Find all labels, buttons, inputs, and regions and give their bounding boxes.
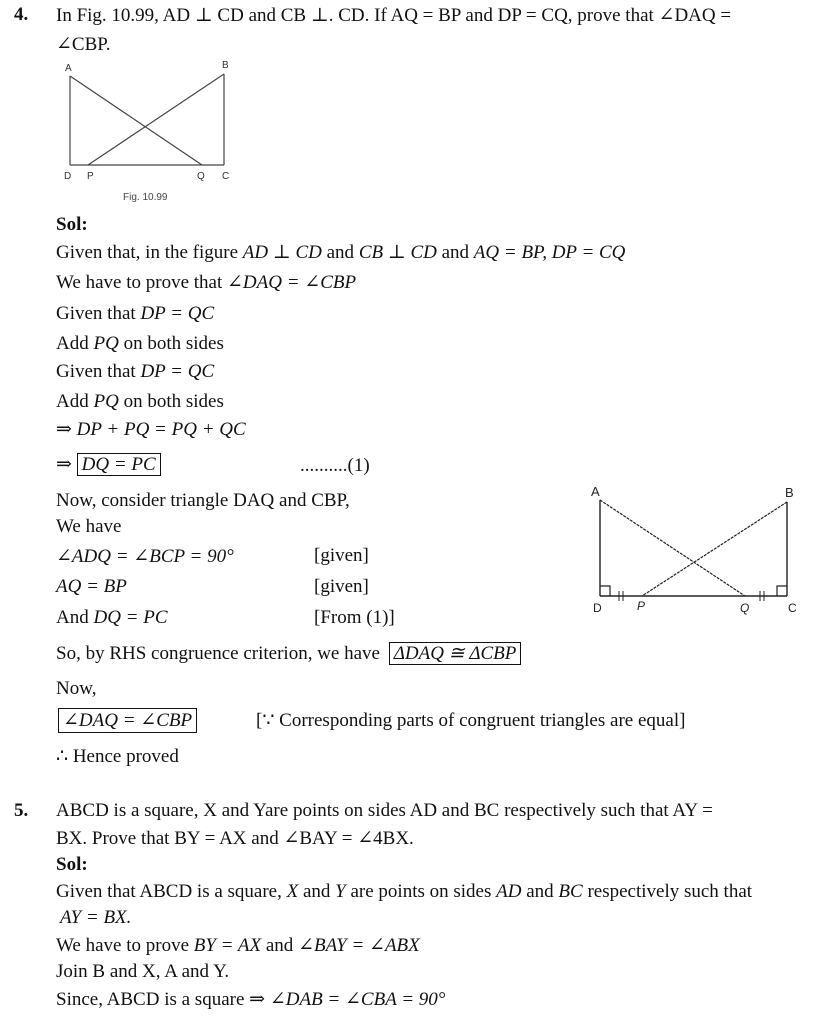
sketch-label-D: D	[593, 601, 602, 615]
fig-label-Q: Q	[197, 171, 205, 182]
fig-label-C: C	[222, 171, 230, 182]
q5-given-X: X	[286, 881, 299, 902]
question-4-number: 4.	[14, 4, 29, 25]
fig-label-A: A	[65, 63, 72, 74]
boxed-final-angle: ∠DAQ = ∠CBP	[58, 708, 197, 733]
add-text-2: Add	[56, 391, 89, 412]
given-math-1: AD ⊥ CD	[242, 242, 322, 263]
implies-arrow-1: ⇒	[56, 419, 72, 440]
q4-now-consider: Now, consider triangle DAQ and CBP,	[56, 490, 350, 511]
q5-given-c: respectively such that	[587, 881, 753, 902]
fig-label-B: B	[222, 60, 229, 71]
given-text-2: Given that	[56, 361, 136, 382]
q5-given-b: are points on sides	[350, 881, 492, 902]
implies-sum-math: DP + PQ = PQ + QC	[76, 419, 246, 440]
given-math-3: AQ = BP, DP = CQ	[473, 242, 626, 263]
boxed-dq-pc: DQ = PC	[77, 453, 161, 476]
q5-given-AD: AD	[496, 881, 522, 902]
add-text-1: Add	[56, 333, 89, 354]
q4-we-have: We have	[56, 516, 122, 537]
q4-row1-reason: [given]	[314, 545, 369, 566]
q4-hence-proved: ∴ Hence proved	[56, 746, 179, 767]
right-angle-C	[777, 586, 787, 596]
add-tail-1: on both sides	[123, 333, 224, 354]
q4-final-reason: [∵ Corresponding parts of congruent triangles are equal]	[256, 710, 686, 731]
right-angle-D	[600, 586, 610, 596]
q4-given-dp-qc-2	[56, 361, 214, 383]
sketch-label-Q: Q	[740, 601, 750, 615]
given-dp-qc-math-1: DP = QC	[140, 303, 215, 324]
q5-given-and2: and	[526, 881, 554, 902]
q5-sol-label: Sol:	[56, 854, 88, 875]
q5-since-text: Since, ABCD is a square ⇒	[56, 989, 266, 1010]
q4-row2-math: AQ = BP	[56, 576, 127, 597]
q4-row1-math: ∠ADQ = ∠BCP = 90°	[56, 546, 234, 567]
q5-prove-text: We have to prove	[56, 935, 189, 956]
row3-math: DQ = PC	[93, 607, 168, 628]
given-math-2: CB ⊥ CD	[358, 242, 437, 263]
given-dp-qc-math-2: DP = QC	[140, 361, 215, 382]
q5-given-and: and	[302, 881, 331, 902]
sketch-AQ	[600, 500, 745, 596]
sketch-label-B: B	[785, 485, 794, 500]
q5-since-line	[56, 988, 445, 1011]
question-4-text-line2: ∠CBP.	[56, 34, 111, 55]
sketch-label-P: P	[637, 599, 646, 613]
question-5-number: 5.	[14, 800, 29, 821]
segment-AQ	[70, 76, 202, 165]
figure-10-99	[56, 58, 246, 208]
q5-since-math: ∠DAB = ∠CBA = 90°	[269, 989, 446, 1010]
q5-given-a: Given that ABCD is a square,	[56, 881, 282, 902]
prove-text: We have to prove that	[56, 272, 223, 293]
q4-rhs-line	[56, 642, 521, 665]
sketch-BP	[642, 502, 787, 596]
hand-sketch-figure	[585, 482, 810, 622]
sketch-label-C: C	[788, 601, 797, 615]
question-5-text-line1: ABCD is a square, X and Yare points on sides AD and BC respectively such that AY =	[56, 800, 713, 821]
q4-given-dp-qc-1	[56, 303, 214, 325]
q5-join-line: Join B and X, A and Y.	[56, 961, 230, 982]
sketch-label-A: A	[591, 484, 600, 499]
equation-ref-1: ..........(1)	[300, 455, 370, 476]
q4-implies-dq-pc	[56, 453, 161, 476]
add-pq-math-1: PQ	[93, 333, 119, 354]
given-text-1: Given that	[56, 303, 136, 324]
q4-row2-reason: [given]	[314, 576, 369, 597]
q5-given-BC: BC	[558, 881, 583, 902]
fig-label-P: P	[87, 171, 94, 182]
rhs-text: So, by RHS congruence criterion, we have	[56, 643, 380, 664]
row3-and: And	[56, 607, 89, 628]
q4-row3-reason: [From (1)]	[314, 607, 395, 628]
q4-add-pq-1	[56, 333, 224, 355]
question-4-text-line1: In Fig. 10.99, AD ⊥ CD and CB ⊥. CD. If AQ = BP and DP = CQ, prove that ∠DAQ =	[56, 5, 732, 26]
fig-caption: Fig. 10.99	[123, 192, 168, 203]
q4-implies-sum	[56, 418, 246, 441]
q4-now: Now,	[56, 678, 97, 699]
question-5-text-line2: BX. Prove that BY = AX and ∠BAY = ∠4BX.	[56, 828, 414, 849]
q4-prove-line	[56, 271, 356, 294]
fig-label-D: D	[64, 171, 72, 182]
implies-arrow-2: ⇒	[56, 454, 72, 475]
add-pq-math-2: PQ	[93, 391, 119, 412]
q5-prove-line	[56, 934, 420, 957]
q4-add-pq-2	[56, 391, 224, 413]
q5-given-math: AY = BX.	[60, 907, 132, 928]
q4-row3	[56, 607, 168, 629]
q5-prove-m1: BY = AX	[193, 935, 262, 956]
add-tail-2: on both sides	[123, 391, 224, 412]
prove-math: ∠DAQ = ∠CBP	[227, 272, 357, 293]
segment-BP	[88, 74, 224, 165]
q4-sol-label: Sol:	[56, 214, 88, 235]
q5-given-line	[56, 881, 752, 903]
q5-given-Y: Y	[335, 881, 346, 902]
given-intro: Given that, in the figure	[56, 242, 239, 263]
q4-given-line	[56, 241, 625, 264]
q5-prove-m2: ∠BAY = ∠ABX	[298, 935, 420, 956]
given-and-2: and	[441, 242, 470, 263]
boxed-congruence: ΔDAQ ≅ ΔCBP	[389, 642, 522, 665]
q5-prove-and: and	[265, 935, 294, 956]
given-and-1: and	[326, 242, 355, 263]
